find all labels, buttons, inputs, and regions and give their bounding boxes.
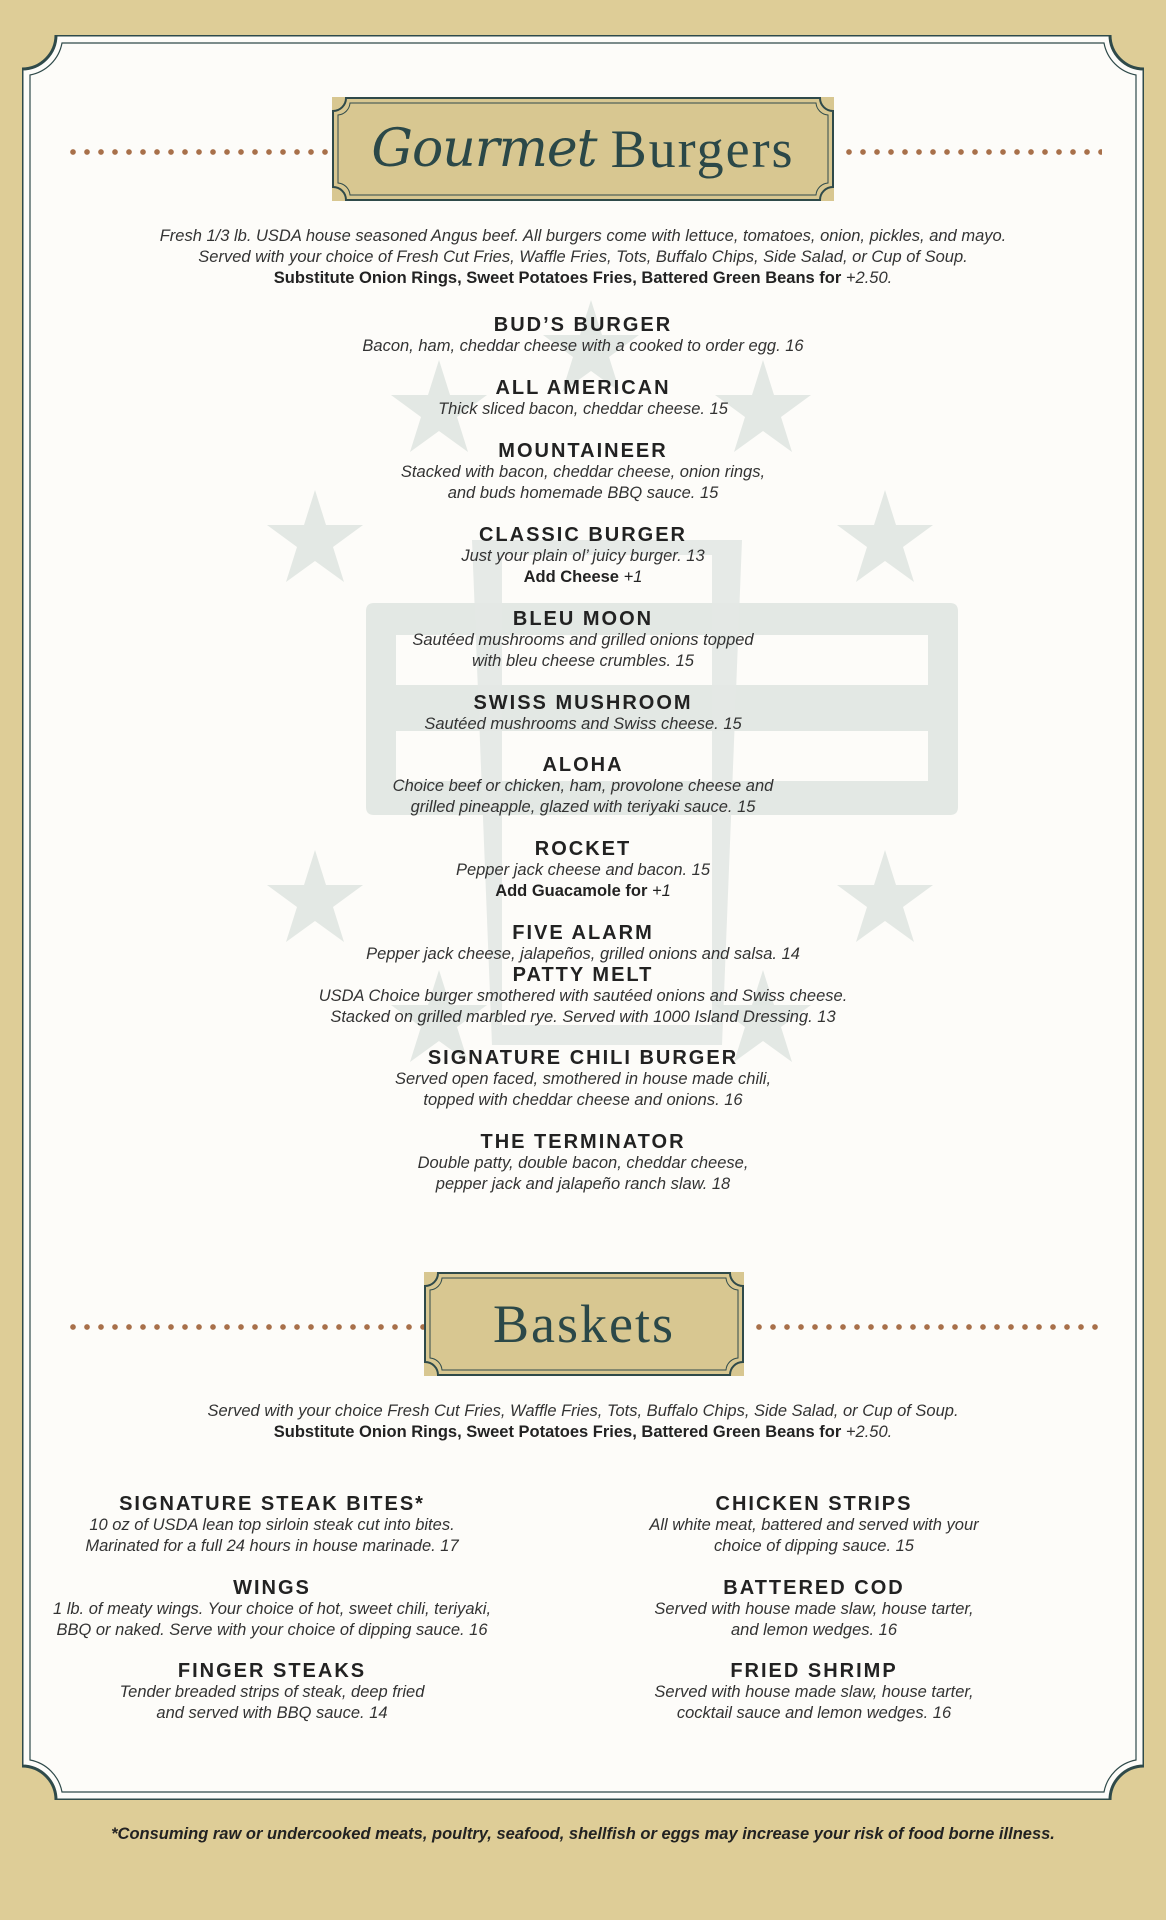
menu-item — [32, 1493, 512, 1557]
item-description: Stacked with bacon, cheddar cheese, onion rings, — [400, 463, 766, 481]
item-name: SIGNATURE CHILI BURGER — [427, 1047, 739, 1069]
menu-item — [22, 838, 1144, 902]
dotted-rule-left — [66, 1324, 438, 1330]
item-description: Served open faced, smothered in house made chili, — [394, 1070, 772, 1088]
substitute-price: +2.50. — [845, 269, 893, 287]
item-name: PATTY MELT — [512, 964, 654, 986]
menu-item — [22, 754, 1144, 818]
menu-item — [22, 1131, 1144, 1195]
menu-item — [22, 314, 1144, 357]
item-addon — [22, 567, 1144, 588]
item-name: WINGS — [233, 1577, 311, 1599]
item-name: ROCKET — [534, 838, 632, 860]
item-description: Double patty, double bacon, cheddar cheese, — [417, 1154, 749, 1172]
menu-item — [32, 1660, 512, 1724]
item-name: BUD’S BURGER — [493, 314, 673, 336]
baskets-banner — [424, 1272, 744, 1376]
item-description: Served with house made slaw, house tarter, — [654, 1600, 974, 1618]
burgers-title-serif: Burgers — [610, 119, 795, 179]
baskets-intro — [22, 1401, 1144, 1443]
item-description: Just your plain ol’ juicy burger. 13 — [461, 547, 705, 565]
addon-price: +1 — [623, 568, 643, 586]
burgers-title-script: Gourmet — [371, 119, 597, 179]
burgers-intro-line: Served with your choice of Fresh Cut Fries, Waffle Fries, Tots, Buffalo Chips, Side Salad, or Cup of Soup. — [198, 248, 968, 266]
item-name: ALOHA — [542, 754, 624, 776]
item-name: FIVE ALARM — [512, 922, 654, 944]
item-addon — [22, 881, 1144, 902]
addon-label: Add Cheese — [523, 568, 619, 586]
item-description: Stacked on grilled marbled rye. Served with 1000 Island Dressing. 13 — [330, 1008, 836, 1026]
item-description: and lemon wedges. 16 — [730, 1621, 898, 1639]
menu-item — [604, 1577, 1024, 1641]
item-description: topped with cheddar cheese and onions. 16 — [423, 1091, 743, 1109]
menu-item — [604, 1660, 1024, 1724]
item-description: All white meat, battered and served with your — [649, 1516, 979, 1534]
item-description: Pepper jack cheese, jalapeños, grilled onions and salsa. 14 — [366, 945, 800, 963]
menu-page — [22, 35, 1144, 1800]
item-name: CHICKEN STRIPS — [715, 1493, 913, 1515]
item-description: Marinated for a full 24 hours in house marinade. 17 — [85, 1537, 459, 1555]
item-description: Sautéed mushrooms and grilled onions topped — [412, 631, 754, 649]
dotted-rule-right — [842, 149, 1102, 155]
item-description: cocktail sauce and lemon wedges. 16 — [676, 1704, 952, 1722]
food-safety-disclaimer: *Consuming raw or undercooked meats, poultry, seafood, shellfish or eggs may increase your risk of food borne illness. — [111, 1825, 1055, 1843]
item-description: pepper jack and jalapeño ranch slaw. 18 — [435, 1175, 731, 1193]
item-description: grilled pineapple, glazed with teriyaki sauce. 15 — [410, 798, 756, 816]
substitute-note: Substitute Onion Rings, Sweet Potatoes Fries, Battered Green Beans for — [273, 269, 842, 287]
item-description: 1 lb. of meaty wings. Your choice of hot, sweet chili, teriyaki, — [52, 1600, 492, 1618]
item-description: and served with BBQ sauce. 14 — [156, 1704, 388, 1722]
item-name: FINGER STEAKS — [177, 1660, 367, 1682]
menu-item — [22, 692, 1144, 735]
dotted-rule-right — [752, 1324, 1102, 1330]
item-name: CLASSIC BURGER — [478, 524, 687, 546]
item-name: THE TERMINATOR — [480, 1131, 686, 1153]
menu-item — [22, 922, 1144, 965]
burgers-banner — [332, 97, 834, 201]
item-description: Pepper jack cheese and bacon. 15 — [455, 861, 711, 879]
item-name: ALL AMERICAN — [495, 377, 671, 399]
item-description: Choice beef or chicken, ham, provolone cheese and — [392, 777, 774, 795]
dotted-rule-left — [66, 149, 346, 155]
menu-item — [604, 1493, 1024, 1557]
item-description: Tender breaded strips of steak, deep fried — [119, 1683, 425, 1701]
item-description: Bacon, ham, cheddar cheese with a cooked to order egg. 16 — [362, 337, 804, 355]
item-name: BATTERED COD — [723, 1577, 905, 1599]
item-name: SWISS MUSHROOM — [473, 692, 693, 714]
item-description: Thick sliced bacon, cheddar cheese. 15 — [438, 400, 728, 418]
item-description: with bleu cheese crumbles. 15 — [472, 652, 694, 670]
baskets-header — [22, 1272, 1144, 1382]
burgers-intro-line: Fresh 1/3 lb. USDA house seasoned Angus beef. All burgers come with lettuce, tomatoes, onion, pickles, and mayo. — [159, 227, 1007, 245]
item-name: SIGNATURE STEAK BITES* — [119, 1493, 425, 1515]
item-description: Sautéed mushrooms and Swiss cheese. 15 — [424, 715, 742, 733]
item-name: BLEU MOON — [512, 608, 654, 630]
menu-item — [22, 964, 1144, 1028]
menu-item — [22, 440, 1144, 504]
menu-item — [22, 608, 1144, 672]
item-name: MOUNTAINEER — [498, 440, 668, 462]
substitute-price: +2.50. — [845, 1423, 893, 1441]
menu-item — [22, 1047, 1144, 1111]
menu-item — [32, 1577, 512, 1641]
item-name: FRIED SHRIMP — [730, 1660, 898, 1682]
substitute-note: Substitute Onion Rings, Sweet Potatoes Fries, Battered Green Beans for — [273, 1423, 842, 1441]
burgers-intro — [22, 226, 1144, 289]
item-description: 10 oz of USDA lean top sirloin steak cut into bites. — [89, 1516, 455, 1534]
baskets-title: Baskets — [493, 1294, 675, 1354]
item-description: and buds homemade BBQ sauce. 15 — [447, 484, 719, 502]
item-description: choice of dipping sauce. 15 — [714, 1537, 914, 1555]
burgers-header — [22, 97, 1144, 207]
menu-item — [22, 377, 1144, 420]
addon-price: +1 — [651, 882, 671, 900]
item-description: BBQ or naked. Serve with your choice of dipping sauce. 16 — [56, 1621, 488, 1639]
item-description: Served with house made slaw, house tarter, — [654, 1683, 974, 1701]
menu-item — [22, 524, 1144, 588]
baskets-intro-line: Served with your choice Fresh Cut Fries, Waffle Fries, Tots, Buffalo Chips, Side Salad, or Cup of Soup. — [207, 1402, 959, 1420]
addon-label: Add Guacamole for — [495, 882, 648, 900]
item-description: USDA Choice burger smothered with sautéed onions and Swiss cheese. — [318, 987, 848, 1005]
